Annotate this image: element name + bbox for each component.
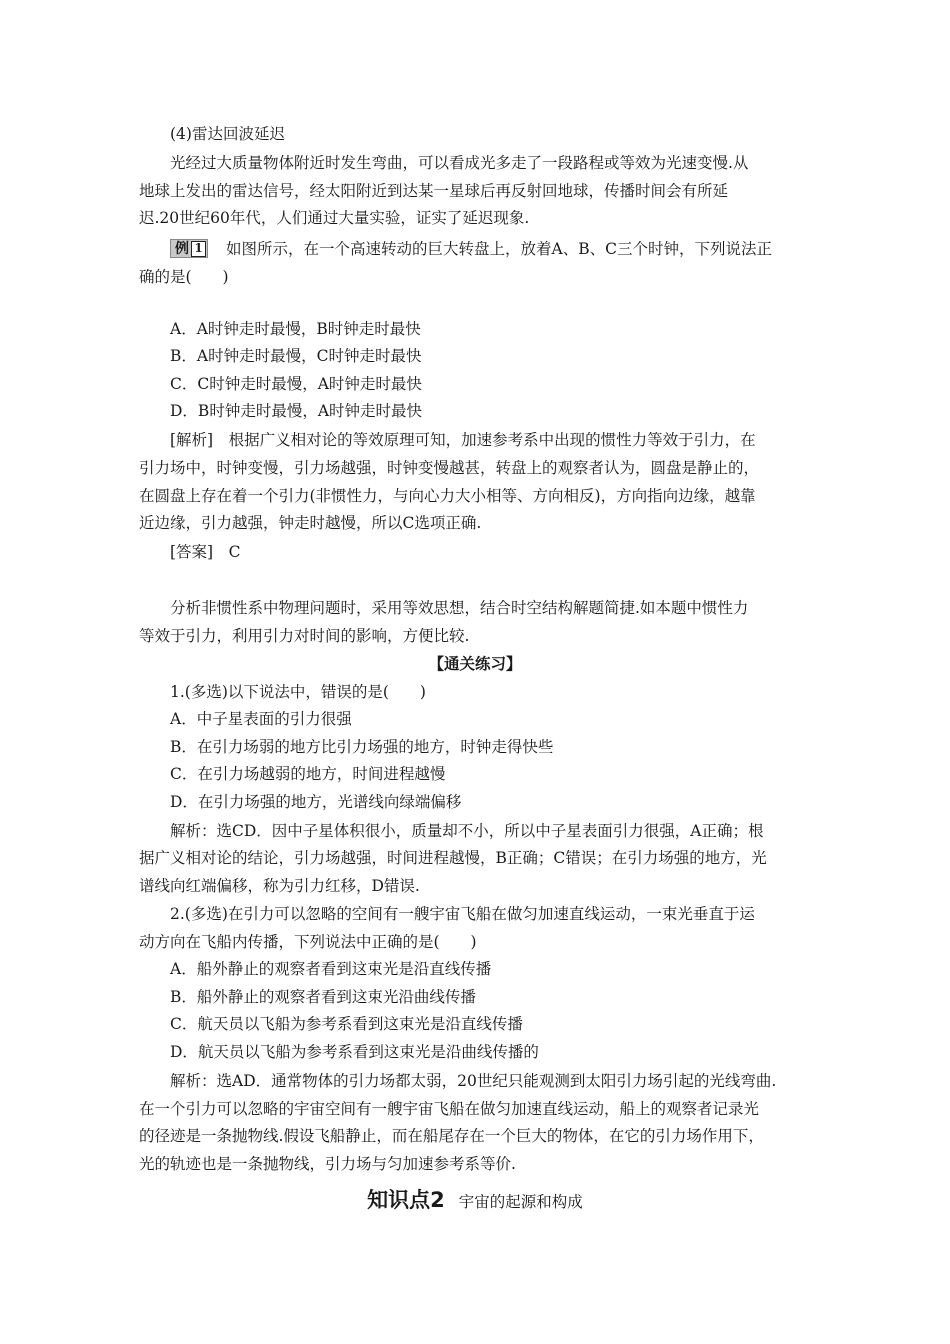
section-title: (4)雷达回波延迟 [170, 125, 285, 143]
example-option-d: D．B时钟走时最慢，A时钟走时最快 [170, 402, 423, 420]
example-analysis-line: [解析] 根据广义相对论的等效原理可知，加速参考系中出现的惯性力等效于引力，在 [170, 431, 756, 449]
question-1-option-d: D．在引力场强的地方，光谱线向绿端偏移 [170, 793, 462, 811]
question-2-analysis-line: 的径迹是一条抛物线.假设飞船静止，而在船尾存在一个巨大的物体，在它的引力场作用下， [139, 1127, 764, 1145]
question-1-option-b: B．在引力场弱的地方比引力场强的地方，时钟走得快些 [170, 738, 554, 756]
question-1-analysis-line: 谱线向红端偏移，称为引力红移，D错误. [139, 877, 420, 895]
knowledge-point-title: 宇宙的起源和构成 [458, 1193, 583, 1211]
question-2-analysis-line: 光的轨迹也是一条抛物线，引力场与匀加速参考系等价. [139, 1155, 516, 1173]
paragraph-line: 光经过大质量物体附近时发生弯曲，可以看成光多走了一段路程或等效为光速变慢.从 [170, 154, 749, 172]
example-badge [170, 239, 208, 258]
example-answer: [答案] C [170, 543, 241, 561]
practice-title: 【通关练习】 [428, 654, 522, 673]
question-2-option-c: C．航天员以飞船为参考系看到这束光是沿直线传播 [170, 1015, 523, 1033]
paragraph-line: 地球上发出的雷达信号，经太阳附近到达某一星球后再反射回地球，传播时间会有所延 [139, 182, 729, 200]
example-analysis-line: 在圆盘上存在着一个引力(非惯性力，与向心力大小相等、方向相反)，方向指向边缘，越靠 [139, 487, 756, 505]
question-2-stem-line: 动方向在飞船内传播，下列说法中正确的是( ) [139, 933, 477, 951]
tip-line: 分析非惯性系中物理问题时，采用等效思想，结合时空结构解题简捷.如本题中惯性力 [170, 599, 749, 617]
question-2-option-a: A．船外静止的观察者看到这束光是沿直线传播 [170, 960, 492, 978]
knowledge-point-heading [0, 1184, 950, 1214]
example-badge-number: 1 [191, 241, 206, 257]
example-option-a: A．A时钟走时最慢，B时钟走时最快 [170, 320, 421, 338]
example-analysis-line: 引力场中，时钟变慢，引力场越强，时钟变慢越甚，转盘上的观察者认为，圆盘是静止的， [139, 459, 760, 477]
question-1-analysis-line: 解析：选CD．因中子星体积很小，质量却不小，所以中子星表面引力很强，A正确；根 [170, 822, 764, 840]
example-question-line: 如图所示，在一个高速转动的巨大转盘上，放着A、B、C三个时钟，下列说法正 [226, 240, 772, 258]
example-analysis-line: 近边缘，引力越强，钟走时越慢，所以C选项正确. [139, 514, 482, 532]
example-question-line: 确的是( ) [139, 268, 229, 286]
question-1-option-c: C．在引力场越弱的地方，时间进程越慢 [170, 765, 446, 783]
question-2-analysis-line: 解析：选AD．通常物体的引力场都太弱，20世纪只能观测到太阳引力场引起的光线弯曲. [170, 1072, 777, 1090]
example-option-c: C．C时钟走时最慢，A时钟走时最快 [170, 375, 422, 393]
question-2-option-d: D．航天员以飞船为参考系看到这束光是沿曲线传播的 [170, 1043, 539, 1061]
question-2-stem-line: 2.(多选)在引力可以忽略的空间有一艘宇宙飞船在做匀加速直线运动，一束光垂直于运 [170, 905, 755, 923]
question-2-analysis-line: 在一个引力可以忽略的宇宙空间有一艘宇宙飞船在做匀加速直线运动，船上的观察者记录光 [139, 1100, 760, 1118]
question-1-analysis-line: 据广义相对论的结论，引力场越强，时间进程越慢，B正确；C错误；在引力场强的地方，光 [139, 849, 767, 867]
question-1-option-a: A．中子星表面的引力很强 [170, 710, 352, 728]
example-option-b: B．A时钟走时最慢，C时钟走时最快 [170, 347, 422, 365]
tip-line: 等效于引力，利用引力对时间的影响，方便比较. [139, 627, 470, 645]
knowledge-point-label: 知识点2 [367, 1188, 445, 1212]
paragraph-line: 迟.20世纪60年代，人们通过大量实验，证实了延迟现象. [139, 209, 530, 227]
example-badge-label: 例 [175, 241, 189, 257]
question-2-option-b: B．船外静止的观察者看到这束光沿曲线传播 [170, 988, 476, 1006]
question-1-stem: 1.(多选)以下说法中，错误的是( ) [170, 683, 426, 701]
